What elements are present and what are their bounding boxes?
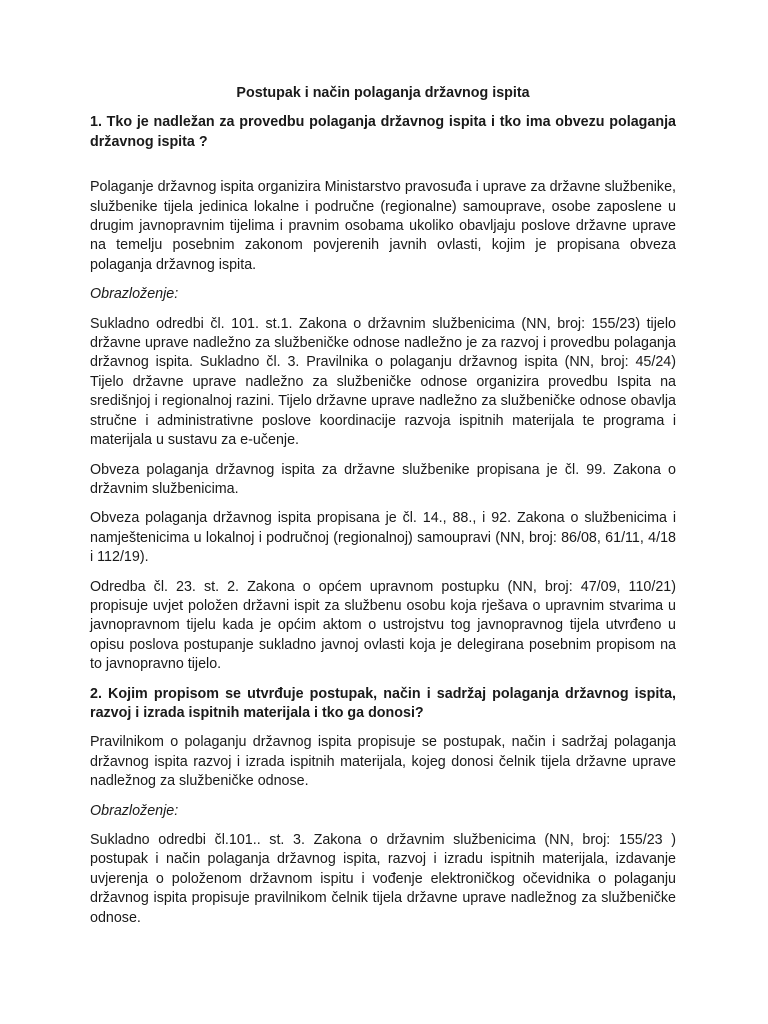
- question-1-explanation-paragraph: Odredba čl. 23. st. 2. Zakona o općem upravnom postupku (NN, broj: 47/09, 110/21) propisuje uvjet položen državni ispit za službenu osobu koja rješava o upravnim stvarima u javnopravnom tijelu kada je općim aktom o ustrojstvu tog javnopravnog tijela utvrđeno u opisu poslova postupanje sukladno javnoj ovlasti koja je delegirana posebnim propisom na to javnopravno tijelo.: [90, 578, 676, 673]
- question-1-explanation-paragraph: Obveza polaganja državnog ispita za državne službenike propisana je čl. 99. Zakona o državnim službenicima.: [90, 461, 676, 497]
- question-1-answer: Polaganje državnog ispita organizira Ministarstvo pravosuđa i uprave za državne službenike, službenike tijela jedinica lokalne i područne (regionalne) samouprave, osobe zaposlene u drugim javnopravnim tijelima i pravnim osobama ukoliko obavljaju poslove državne uprave na temelju posebnim zakonom povjerenih javnih ovlasti, kojim je propisana obveza polaganja državnog ispita.: [90, 179, 676, 273]
- question-2-heading: 2. Kojim propisom se utvrđuje postupak, način i sadržaj polaganja državnog ispita, razvoj i izrada ispitnih materijala i tko ga donosi?: [90, 685, 676, 721]
- document-page: [90, 84, 676, 938]
- question-2-explanation-label: Obrazloženje:: [90, 802, 179, 819]
- question-1-explanation-paragraph: Sukladno odredbi čl. 101. st.1. Zakona o državnim službenicima (NN, broj: 155/23) tijelo državne uprave nadležno za službeničke odnose nadležno je za razvoj i provedbu polaganja državnog ispita. Sukladno čl. 3. Pravilnika o polaganju državnog ispita (NN, broj: 45/24) Tijelo državne uprave nadležno za službeničke odnose organizira provedbu Ispita na središnjoj i regionalnoj razini. Tijelo državne uprave nadležno za službeničke odnose obavlja stručne i administrativne poslove koordinacije razvoja ispitnih materijala te programa i materijala u sustavu za e-učenje.: [90, 315, 676, 449]
- question-1-explanation-label: Obrazloženje:: [90, 286, 179, 303]
- document-title: Postupak i način polaganja državnog ispita: [236, 85, 530, 101]
- question-2-explanation-paragraph: Sukladno odredbi čl.101.. st. 3. Zakona o državnim službenicima (NN, broj: 155/23 ) postupak i način polaganja državnog ispita, razvoj i izradu ispitnih materijala, izdavanje uvjerenja o položenom državnom ispitu i vođenje elektroničkog očevidnika o polaganju državnog ispita propisuje pravilnikom čelnik tijela državne uprave nadležnog za službeničke odnose.: [90, 832, 676, 926]
- question-1-explanation-paragraph: Obveza polaganja državnog ispita propisana je čl. 14., 88., i 92. Zakona o službenicima i namještenicima u lokalnoj i područnoj (regionalnoj) samoupravi (NN, broj: 86/08, 61/11, 4/18 i 112/19).: [90, 510, 676, 566]
- question-2-answer: Pravilnikom o polaganju državnog ispita propisuje se postupak, način i sadržaj polaganja državnog ispita razvoj i izrada ispitnih materijala, kojeg donosi čelnik tijela državne uprave nadležnog za službeničke odnose.: [90, 734, 676, 790]
- question-1-heading: 1. Tko je nadležan za provedbu polaganja državnog ispita i tko ima obvezu polaganja državnog ispita ?: [90, 114, 676, 150]
